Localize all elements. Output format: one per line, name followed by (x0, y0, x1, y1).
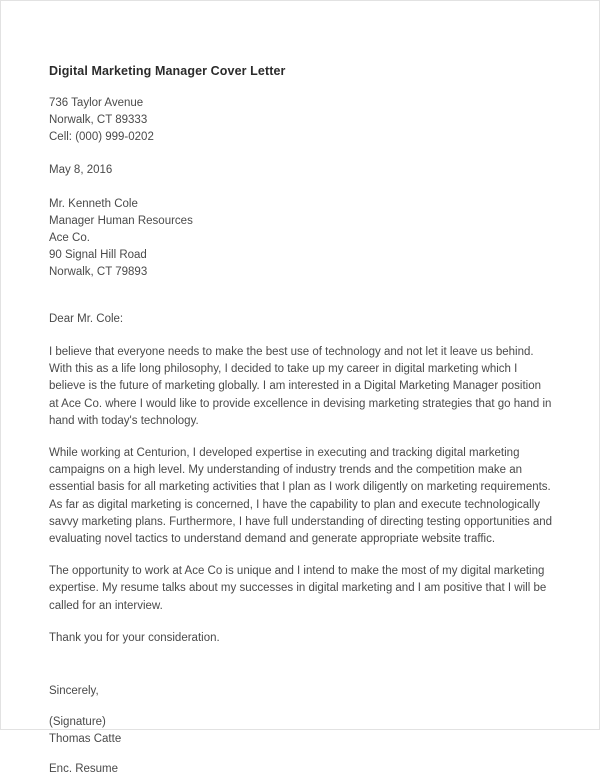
valediction: Sincerely, (49, 685, 99, 698)
signature-space (49, 700, 553, 714)
recipient-city-state-zip: Norwalk, CT 79893 (49, 266, 148, 278)
recipient-street: 90 Signal Hill Road (49, 249, 147, 261)
body-paragraph-2: While working at Centurion, I developed expertise in executing and tracking digital marketing campaigns on a high level. My understanding of industry trends and the competition make an essential basis for all marketing activities that I plan as I work diligently on marketing requirements. As far as digital marketing is concerned, I have the capability to plan and execute technologically savvy marketing plans. Furthermore, I have full understanding of directing testing opportunities and evaluating novel tactics to understand demand and generate appropriate website traffic. (49, 447, 553, 546)
salutation: Dear Mr. Cole: (49, 313, 124, 325)
recipient-address-block (49, 196, 553, 281)
letter-date: May 8, 2016 (49, 164, 113, 176)
enclosure-space (49, 748, 553, 761)
sender-address-line-2: Norwalk, CT 89333 (49, 114, 148, 126)
sender-phone: Cell: (000) 999-0202 (49, 131, 154, 143)
page-title: Digital Marketing Manager Cover Letter (49, 64, 286, 78)
recipient-company: Ace Co. (49, 232, 90, 244)
recipient-name: Mr. Kenneth Cole (49, 198, 138, 210)
enclosure-note: Enc. Resume (49, 763, 119, 776)
body-paragraph-1: I believe that everyone needs to make the best use of technology and not let it leave us behind. With this as a life long philosophy, I decided to take up my career in digital marketing which I believe is the future of marketing globally. I am interested in a Digital Marketing Manager position at Ace Co. where I would like to provide excellence in devising marketing strategies that go hand in hand with today's technology. (49, 346, 552, 427)
body-paragraph-4: Thank you for your consideration. (49, 631, 220, 644)
recipient-job-title: Manager Human Resources (49, 215, 193, 227)
closing-block (49, 683, 553, 778)
letter-body (49, 63, 553, 778)
sender-address-block (49, 95, 553, 146)
signature-placeholder: (Signature) (49, 716, 106, 729)
body-paragraph-3: The opportunity to work at Ace Co is unique and I intend to make the most of my digital marketing expertise. My resume talks about my successes in digital marketing and I am positive that I will be called for an interview. (49, 565, 547, 612)
sender-address-line-1: 736 Taylor Avenue (49, 97, 144, 109)
sender-name: Thomas Catte (49, 733, 122, 746)
